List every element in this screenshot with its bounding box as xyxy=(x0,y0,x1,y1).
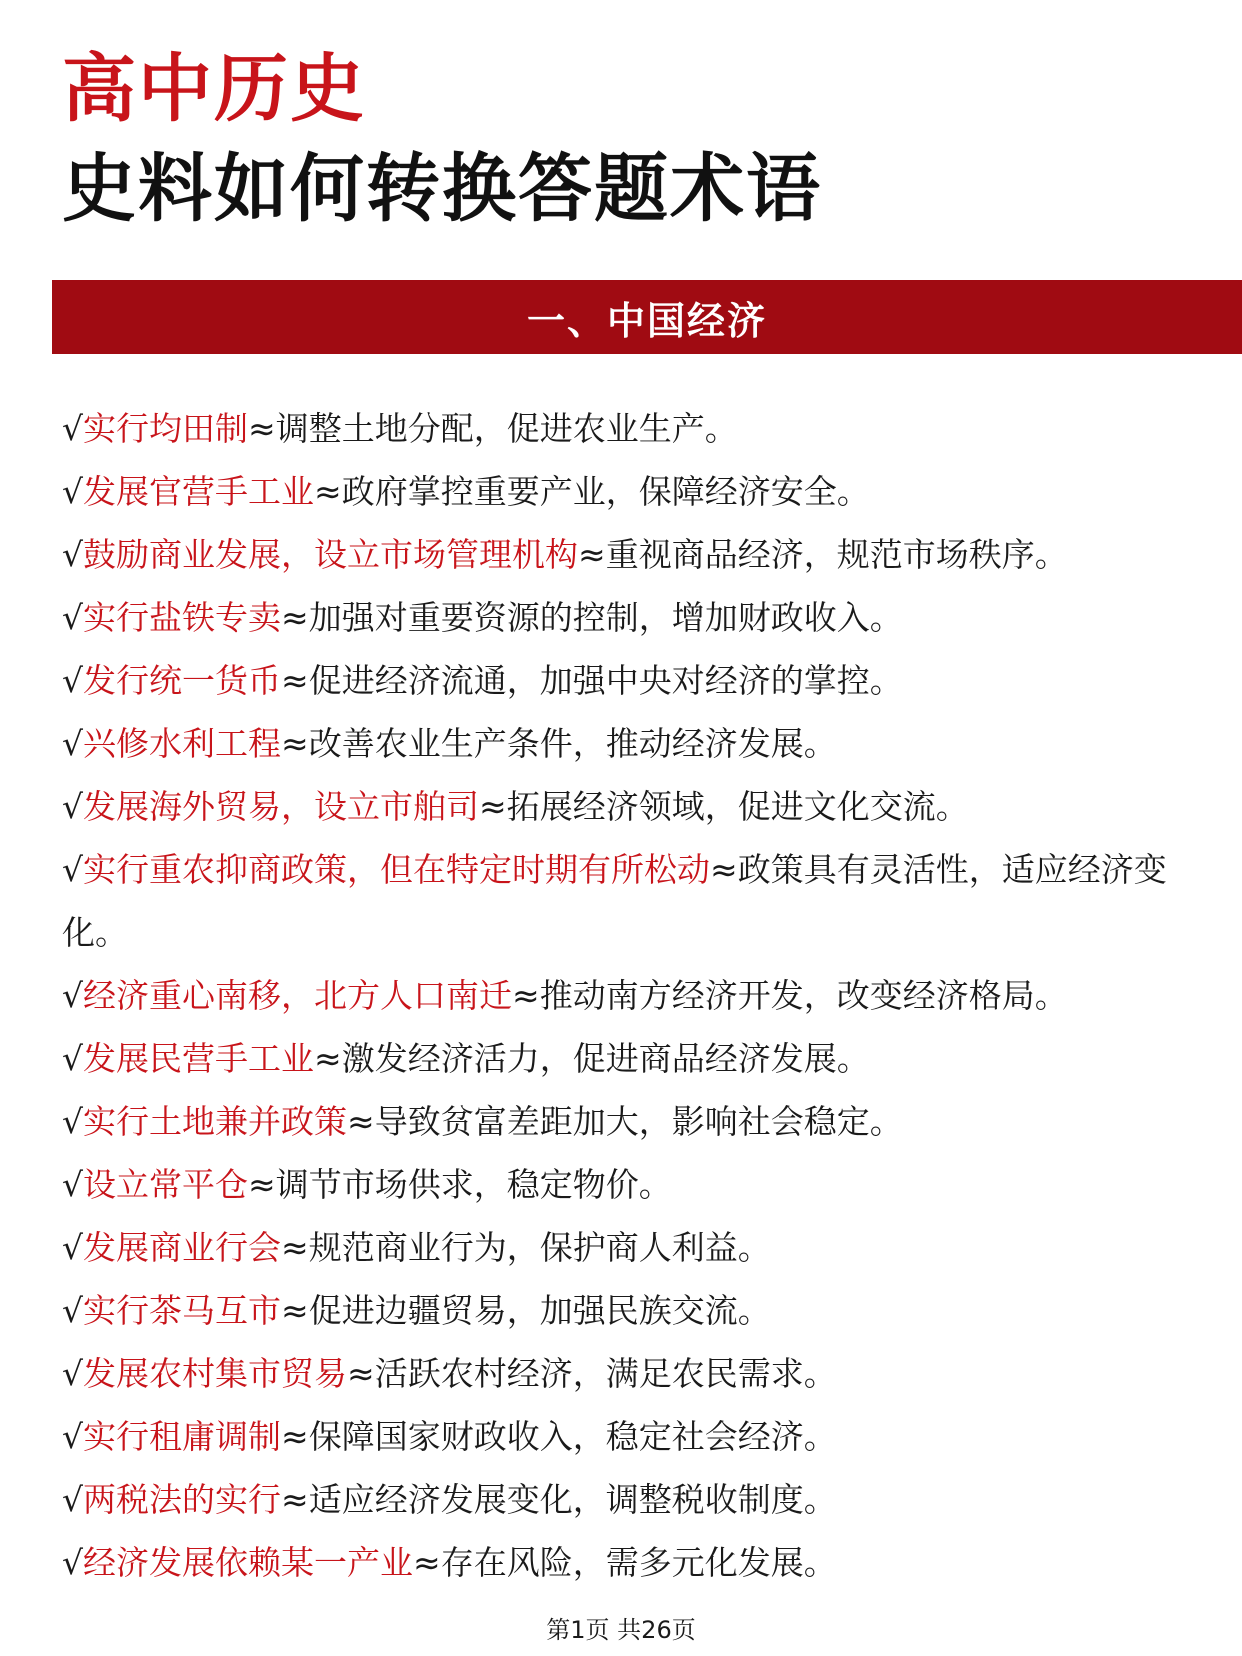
checkmark-icon: √ xyxy=(62,1228,84,1267)
answer-term: 保障国家财政收入，稳定社会经济。 xyxy=(308,1417,837,1456)
source-phrase: 设立常平仓 xyxy=(83,1165,249,1204)
approx-sign: ≈ xyxy=(281,1228,309,1267)
source-phrase: 发展官营手工业 xyxy=(83,472,315,511)
answer-term: 改善农业生产条件，推动经济发展。 xyxy=(308,724,837,763)
section-title: 一、中国经济 xyxy=(526,298,767,343)
list-item xyxy=(62,1531,1192,1594)
answer-term: 拓展经济领域，促进文化交流。 xyxy=(506,787,969,826)
list-item xyxy=(62,1405,1192,1468)
source-phrase: 发行统一货币 xyxy=(83,661,282,700)
checkmark-icon: √ xyxy=(62,724,84,763)
answer-term: 激发经济活力，促进商品经济发展。 xyxy=(341,1039,870,1078)
list-item xyxy=(62,649,1192,712)
source-phrase: 兴修水利工程 xyxy=(83,724,282,763)
answer-term: 活跃农村经济，满足农民需求。 xyxy=(374,1354,837,1393)
checkmark-icon: √ xyxy=(62,1102,84,1141)
section-header-bar xyxy=(52,280,1242,354)
list-item xyxy=(62,775,1192,838)
approx-sign: ≈ xyxy=(281,1417,309,1456)
list-item xyxy=(62,712,1192,775)
source-phrase: 发展农村集市贸易 xyxy=(83,1354,348,1393)
list-item xyxy=(62,964,1192,1027)
approx-sign: ≈ xyxy=(314,472,342,511)
list-item xyxy=(62,1027,1192,1090)
answer-term: 导致贫富差距加大，影响社会稳定。 xyxy=(374,1102,903,1141)
list-item xyxy=(62,397,1192,460)
title-subject: 高中历史 xyxy=(62,46,366,132)
checkmark-icon: √ xyxy=(62,472,84,511)
answer-term: 适应经济发展变化，调整税收制度。 xyxy=(308,1480,837,1519)
source-phrase: 发展商业行会 xyxy=(83,1228,282,1267)
list-item xyxy=(62,1468,1192,1531)
approx-sign: ≈ xyxy=(512,976,540,1015)
list-item xyxy=(62,586,1192,649)
checkmark-icon: √ xyxy=(62,850,84,889)
source-phrase: 实行土地兼并政策 xyxy=(83,1102,348,1141)
answer-term: 规范商业行为，保护商人利益。 xyxy=(308,1228,771,1267)
answer-term: 存在风险，需多元化发展。 xyxy=(440,1543,837,1582)
list-item xyxy=(62,460,1192,523)
answer-term: 政府掌控重要产业，保障经济安全。 xyxy=(341,472,870,511)
checkmark-icon: √ xyxy=(62,661,84,700)
answer-term: 推动南方经济开发，改变经济格局。 xyxy=(539,976,1068,1015)
approx-sign: ≈ xyxy=(281,598,309,637)
answer-term: 重视商品经济，规范市场秩序。 xyxy=(605,535,1068,574)
source-phrase: 实行租庸调制 xyxy=(83,1417,282,1456)
source-phrase: 实行盐铁专卖 xyxy=(83,598,282,637)
answer-term: 促进经济流通，加强中央对经济的掌控。 xyxy=(308,661,903,700)
checkmark-icon: √ xyxy=(62,1417,84,1456)
checkmark-icon: √ xyxy=(62,1039,84,1078)
approx-sign: ≈ xyxy=(479,787,507,826)
checkmark-icon: √ xyxy=(62,1165,84,1204)
checkmark-icon: √ xyxy=(62,535,84,574)
checkmark-icon: √ xyxy=(62,1543,84,1582)
source-phrase: 实行重农抑商政策，但在特定时期有所松动 xyxy=(83,850,711,889)
approx-sign: ≈ xyxy=(710,850,738,889)
answer-term: 调整土地分配，促进农业生产。 xyxy=(275,409,738,448)
source-phrase: 发展民营手工业 xyxy=(83,1039,315,1078)
checkmark-icon: √ xyxy=(62,1480,84,1519)
checkmark-icon: √ xyxy=(62,1354,84,1393)
approx-sign: ≈ xyxy=(248,1165,276,1204)
answer-term: 政策具有灵活性，适应经济变化。 xyxy=(62,850,1167,952)
source-phrase: 实行茶马互市 xyxy=(83,1291,282,1330)
approx-sign: ≈ xyxy=(281,661,309,700)
list-item xyxy=(62,1090,1192,1153)
term-list xyxy=(62,397,1192,1594)
checkmark-icon: √ xyxy=(62,598,84,637)
list-item xyxy=(62,1216,1192,1279)
checkmark-icon: √ xyxy=(62,976,84,1015)
approx-sign: ≈ xyxy=(314,1039,342,1078)
source-phrase: 两税法的实行 xyxy=(83,1480,282,1519)
source-phrase: 经济重心南移，北方人口南迁 xyxy=(83,976,513,1015)
list-item xyxy=(62,523,1192,586)
answer-term: 促进边疆贸易，加强民族交流。 xyxy=(308,1291,771,1330)
list-item xyxy=(62,1279,1192,1342)
list-item xyxy=(62,1342,1192,1405)
page-title: 史料如何转换答题术语 xyxy=(62,146,822,232)
checkmark-icon: √ xyxy=(62,409,84,448)
approx-sign: ≈ xyxy=(347,1354,375,1393)
approx-sign: ≈ xyxy=(578,535,606,574)
source-phrase: 经济发展依赖某一产业 xyxy=(83,1543,414,1582)
checkmark-icon: √ xyxy=(62,787,84,826)
answer-term: 调节市场供求，稳定物价。 xyxy=(275,1165,672,1204)
approx-sign: ≈ xyxy=(248,409,276,448)
list-item xyxy=(62,838,1192,964)
approx-sign: ≈ xyxy=(413,1543,441,1582)
list-item xyxy=(62,1153,1192,1216)
approx-sign: ≈ xyxy=(281,1291,309,1330)
approx-sign: ≈ xyxy=(281,724,309,763)
answer-term: 加强对重要资源的控制，增加财政收入。 xyxy=(308,598,903,637)
source-phrase: 实行均田制 xyxy=(83,409,249,448)
checkmark-icon: √ xyxy=(62,1291,84,1330)
page-indicator: 第1页 共26页 xyxy=(546,1616,696,1644)
approx-sign: ≈ xyxy=(347,1102,375,1141)
source-phrase: 发展海外贸易，设立市舶司 xyxy=(83,787,480,826)
approx-sign: ≈ xyxy=(281,1480,309,1519)
source-phrase: 鼓励商业发展，设立市场管理机构 xyxy=(83,535,579,574)
